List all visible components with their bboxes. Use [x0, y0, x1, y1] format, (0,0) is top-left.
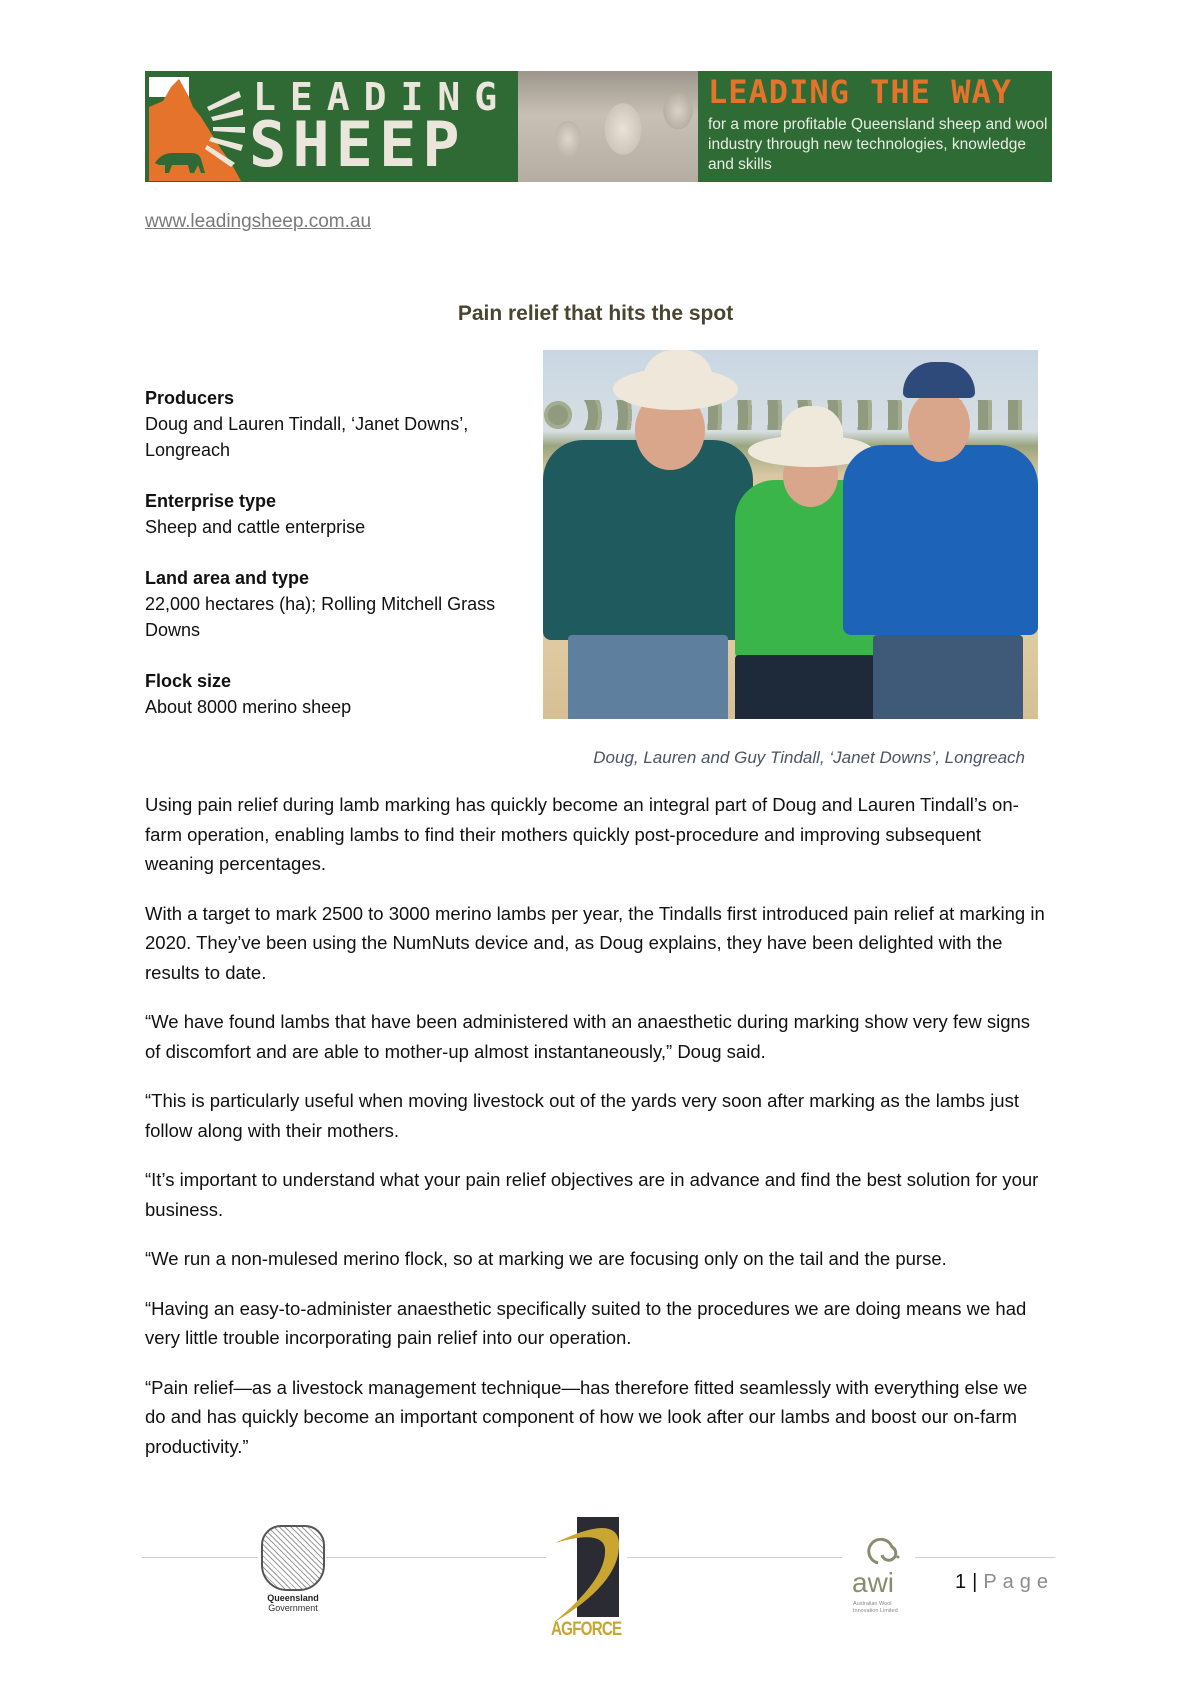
- paragraph: “Pain relief—as a livestock management technique—has therefore fitted seamlessly with everything else we do and has quickly become an important component of how we look after our lambs and boost our on-farm productivity.”: [145, 1376, 1028, 1457]
- page-number: [955, 1571, 1054, 1594]
- fact-value: Doug and Lauren Tindall, ‘Janet Downs’, Longreach: [145, 414, 469, 460]
- coat-of-arms-icon: [261, 1525, 325, 1591]
- fact-flock-size: [145, 668, 535, 720]
- fact-label: Enterprise type: [145, 491, 277, 511]
- paragraph: “It’s important to understand what your pain relief objectives are in advance and find the best solution for your business.: [145, 1169, 1039, 1220]
- photo-caption: Doug, Lauren and Guy Tindall, ‘Janet Downs’, Longreach: [593, 748, 1025, 767]
- fact-producers: [145, 385, 535, 463]
- agforce-logo: [547, 1517, 627, 1642]
- article-body: [145, 790, 1045, 1481]
- sheep-photo: [518, 71, 698, 182]
- awi-wordmark: awi: [852, 1567, 895, 1598]
- fact-value: 22,000 hectares (ha); Rolling Mitchell Grass Downs: [145, 594, 496, 640]
- logo-word-leading: LEADING: [253, 75, 512, 119]
- footer-divider: [142, 1557, 258, 1558]
- producers-photo: [543, 350, 1038, 719]
- fact-value: About 8000 merino sheep: [145, 697, 352, 717]
- farm-facts: [145, 385, 535, 745]
- fact-value: Sheep and cattle enterprise: [145, 517, 366, 537]
- fact-label: Flock size: [145, 671, 232, 691]
- logo-word-sheep: SHEEP: [249, 108, 466, 181]
- fact-label: Producers: [145, 388, 235, 408]
- footer-divider: [627, 1557, 842, 1558]
- website-link[interactable]: www.leadingsheep.com.au: [145, 211, 372, 232]
- agforce-swoosh-icon: [547, 1523, 627, 1623]
- paragraph: “We have found lambs that have been administered with an anaesthetic during marking show very few signs of discomfort and are able to mother-up almost instantaneously,” Doug said.: [145, 1011, 1031, 1062]
- fact-land-area: [145, 565, 535, 643]
- page-title: Pain relief that hits the spot: [457, 302, 734, 325]
- paragraph: With a target to mark 2500 to 3000 merino lambs per year, the Tindalls first introduced pain relief at marking in 2020. They’ve been using the NumNuts device and, as Doug explains, they have been delighted with the results to date.: [145, 902, 1045, 983]
- tagline-block: [698, 71, 1052, 182]
- qld-logo-line2: Government: [268, 1603, 318, 1613]
- page-number-value: 1: [955, 1571, 967, 1593]
- queensland-map-icon: [149, 77, 245, 181]
- qld-logo-line1: Queensland: [267, 1593, 319, 1603]
- page-word: Page: [983, 1571, 1055, 1593]
- paragraph: “Having an easy-to-administer anaesthetic specifically suited to the procedures we are doing means we had very little trouble incorporating pain relief into our operation.: [145, 1297, 1027, 1348]
- queensland-government-logo: [258, 1525, 328, 1617]
- awi-logo: [850, 1527, 910, 1617]
- leading-sheep-logo: [145, 71, 518, 182]
- footer-divider: [326, 1557, 546, 1558]
- paragraph: Using pain relief during lamb marking has quickly become an integral part of Doug and Lauren Tindall’s on-farm operation, enabling lambs to find their mothers quickly post-procedure and improving subsequent weaning percentages.: [145, 794, 1019, 874]
- footer-divider: [915, 1557, 1055, 1558]
- awi-spiral-icon: [850, 1527, 910, 1569]
- agforce-wordmark: AGFORCE: [551, 1619, 622, 1640]
- tagline-text: for a more profitable Queensland sheep and wool industry through new technologies, knowledge and skills: [708, 116, 1048, 173]
- paragraph: “This is particularly useful when moving livestock out of the yards very soon after marking as the lambs just follow along with their mothers.: [145, 1090, 1019, 1141]
- tagline-title: LEADING THE WAY: [708, 73, 1012, 111]
- awi-subtitle: Australian Wool Innovation Limited: [853, 1601, 898, 1614]
- page-separator: |: [972, 1571, 978, 1593]
- header-banner: [145, 71, 1052, 182]
- fact-label: Land area and type: [145, 568, 310, 588]
- fact-enterprise-type: [145, 488, 535, 540]
- paragraph: “We run a non-mulesed merino flock, so at marking we are focusing only on the tail and the purse.: [145, 1248, 947, 1269]
